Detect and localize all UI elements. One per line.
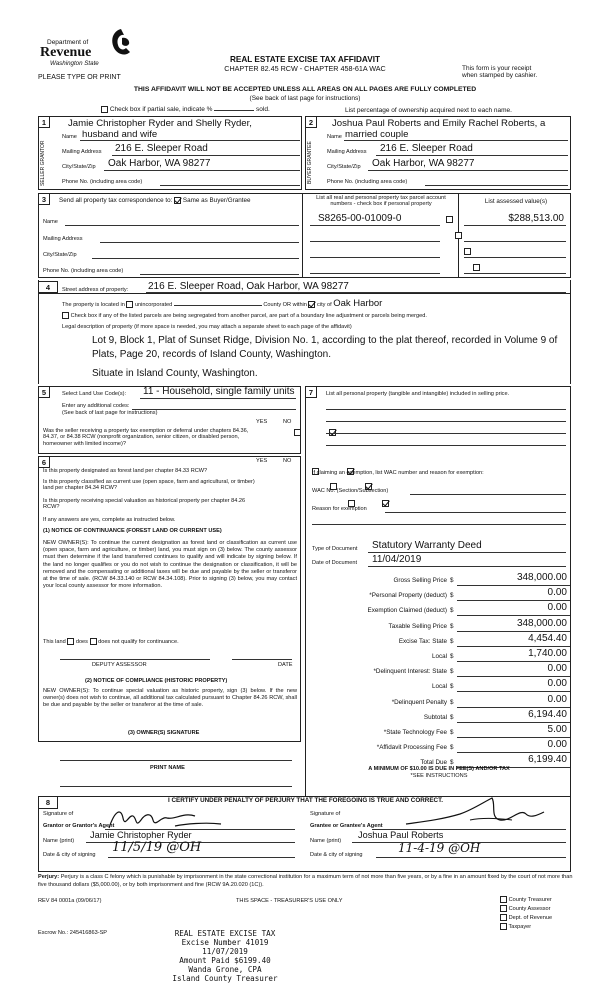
fee-value[interactable]: 5.00 bbox=[547, 724, 567, 735]
parcel-3-personal-checkbox[interactable] bbox=[464, 248, 471, 255]
certify-statement: I CERTIFY UNDER PENALTY OF PERJURY THAT THE FOREGOING IS TRUE AND CORRECT. bbox=[168, 797, 443, 804]
grantor-agent-label: Grantor or Grantor's Agent bbox=[43, 823, 115, 829]
dollar-sign: $ bbox=[450, 683, 454, 691]
s3-phone-label: Phone No. (including area code) bbox=[43, 268, 124, 274]
section-6-number: 6 bbox=[38, 456, 50, 468]
warning: THIS AFFIDAVIT WILL NOT BE ACCEPTED UNLESS ALL AREAS ON ALL PAGES ARE FULLY COMPLETED bbox=[133, 86, 477, 93]
fee-label: *Delinquent Interest: State bbox=[373, 668, 447, 676]
parcel-2-personal-checkbox[interactable] bbox=[455, 232, 462, 239]
see-instructions: *SEE INSTRUCTIONS bbox=[410, 773, 468, 779]
fee-row bbox=[310, 648, 570, 664]
section-8-number: 8 bbox=[38, 796, 58, 809]
segregated-row: Check box if any of the listed parcels are being segregated from another parcel, are part of a boundary line adjustment or parcels being merged. bbox=[62, 312, 562, 319]
dollar-sign: $ bbox=[450, 698, 454, 706]
fee-value[interactable]: 1,740.00 bbox=[528, 648, 567, 659]
s5-yes-checkbox[interactable] bbox=[294, 429, 301, 436]
s6-no: NO bbox=[283, 458, 292, 464]
fee-value[interactable]: 0.00 bbox=[547, 693, 567, 705]
grantee-date-label: Date & city of signing bbox=[310, 852, 363, 858]
dollar-sign: $ bbox=[450, 607, 454, 615]
deputy-assessor-label: DEPUTY ASSESSOR bbox=[92, 662, 147, 668]
send-correspondence: Send all property tax correspondence to: Same as Buyer/Grantee bbox=[59, 197, 251, 205]
fee-label: Exemption Claimed (deduct) bbox=[367, 607, 447, 615]
fee-value[interactable]: 0.00 bbox=[547, 678, 567, 690]
fee-label: Gross Selling Price bbox=[393, 577, 447, 584]
minimum-note: A MINIMUM OF $10.00 IS DUE IN FEE(S) AND/OR TAX bbox=[368, 766, 510, 772]
property-location: The property is located in unincorporated County OR within city of Oak Harbor bbox=[62, 298, 383, 309]
dept-big: Revenue bbox=[40, 45, 92, 60]
section-2-number: 2 bbox=[305, 116, 317, 128]
partial-sale-checkbox[interactable] bbox=[101, 106, 108, 113]
fee-value[interactable]: 0.00 bbox=[547, 739, 567, 751]
date-label: DATE bbox=[278, 662, 293, 668]
perjury-statement: Perjury: Perjury is a class C felony which is punishable by imprisonment in the state correctional institution for a maximum term of not more than five years, or by a fine in an amount fixed by the court of not more than five thousand dollars ($5,000.00), or by both imprisonment and fine (RCW 9A.20.020 (1C)). bbox=[38, 874, 573, 888]
grantee-sig-of: Signature of bbox=[310, 811, 341, 817]
section-4-number: 4 bbox=[38, 281, 58, 293]
print-name-label: PRINT NAME bbox=[150, 765, 185, 771]
assessed-header: List assessed value(s) bbox=[484, 198, 548, 205]
property-city[interactable]: Oak Harbor bbox=[333, 298, 383, 309]
dollar-sign: $ bbox=[450, 668, 454, 676]
fee-row bbox=[310, 618, 570, 634]
situate: Situate in Island County, Washington. bbox=[92, 368, 258, 379]
fee-row bbox=[310, 602, 570, 618]
buyer-phone-label: Phone No. (including area code) bbox=[327, 179, 408, 185]
seller-mailing[interactable]: 216 E. Sleeper Road bbox=[115, 143, 208, 154]
fee-row bbox=[310, 724, 570, 740]
s6-yes: YES bbox=[256, 458, 268, 464]
section-3-number: 3 bbox=[38, 193, 50, 205]
form-title: REAL ESTATE EXCISE TAX AFFIDAVIT bbox=[230, 55, 380, 64]
fee-row bbox=[310, 572, 570, 588]
fee-label: *Delinquent Penalty bbox=[391, 698, 447, 706]
copy-taxpayer: Taxpayer bbox=[500, 923, 552, 932]
legal-description: Lot 9, Block 1, Plat of Sunset Ridge, Division No. 1, according to the plat thereof, recorded in Volume 9 of Plats, Page 20, records of Island County, Washington. bbox=[92, 335, 558, 360]
segregated-checkbox[interactable] bbox=[62, 312, 69, 319]
land-use-label: Select Land Use Code(s): bbox=[62, 391, 127, 397]
escrow-row: Escrow No.: 245416863-SP bbox=[38, 930, 108, 936]
seller-exemption-question: Was the seller receiving a property tax exemption or deferral under chapters 84.36, 84.37, or 84.38 RCW (nonprofit organization, senior citizen, or disabled person, homeowner with limited income)? bbox=[43, 428, 249, 447]
continuance-row: This land does does not qualify for continuance. bbox=[43, 638, 179, 645]
seller-name-label: Name bbox=[62, 134, 77, 140]
fee-value[interactable]: 0.00 bbox=[547, 663, 567, 675]
seller-city-label: City/State/Zip bbox=[62, 164, 96, 170]
section-7-number: 7 bbox=[305, 386, 317, 398]
doc-date-label: Date of Document bbox=[312, 560, 358, 566]
fee-row bbox=[310, 709, 570, 725]
fee-label: Local bbox=[431, 683, 447, 691]
treasurer-use: THIS SPACE - TREASURER'S USE ONLY bbox=[236, 898, 343, 904]
buyer-city-label: City/State/Zip bbox=[327, 164, 361, 170]
dollar-sign: $ bbox=[450, 729, 454, 736]
treasurer-stamp bbox=[160, 929, 290, 983]
section-5-number: 5 bbox=[38, 386, 50, 398]
s3-name-label: Name bbox=[43, 219, 58, 225]
doc-type[interactable]: Statutory Warranty Deed bbox=[372, 540, 482, 551]
stamp-line-3: 11/07/2019 bbox=[202, 947, 248, 956]
fee-row bbox=[310, 633, 570, 649]
wac-label: WAC No. (Section/Subsection) bbox=[312, 488, 389, 494]
fee-row bbox=[310, 663, 570, 679]
fee-label: Taxable Selling Price bbox=[388, 622, 447, 630]
grantor-name-label: Name (print) bbox=[43, 838, 75, 844]
partial-sale: Check box if partial sale, indicate % sold. bbox=[101, 106, 270, 114]
assessed-value[interactable]: $288,513.00 bbox=[508, 213, 564, 224]
historic-question: Is this property receiving special valuation as historical property per chapter 84.26 RCW? bbox=[43, 498, 246, 511]
dollar-sign: $ bbox=[450, 637, 454, 645]
ownership-pct-note: List percentage of ownership acquired next to each name. bbox=[345, 107, 512, 114]
grantor-date-label: Date & city of signing bbox=[43, 852, 96, 858]
stamp-line-4: Amount Paid $6199.40 bbox=[179, 956, 271, 965]
see-back: (See back of last page for instructions) bbox=[249, 95, 361, 102]
owner-signature-label: (3) OWNER(S) SIGNATURE bbox=[128, 730, 200, 736]
land-use-code[interactable]: 11 - Household, single family units bbox=[143, 386, 295, 397]
parcel-4-personal-checkbox[interactable] bbox=[473, 264, 480, 271]
grantee-name[interactable]: Joshua Paul Roberts bbox=[358, 830, 444, 840]
does-checkbox[interactable] bbox=[67, 638, 74, 645]
fee-value[interactable]: 4,454.40 bbox=[528, 632, 567, 644]
dollar-sign: $ bbox=[450, 759, 454, 767]
dollar-sign: $ bbox=[450, 577, 454, 584]
copy-distribution bbox=[500, 896, 552, 932]
s3-city-label: City/State/Zip bbox=[43, 252, 77, 258]
stamp-line-5: Wanda Grone, CPA bbox=[188, 965, 262, 974]
fee-value[interactable]: 6,194.40 bbox=[528, 708, 567, 720]
same-as-buyer-checkbox[interactable] bbox=[174, 197, 181, 204]
fee-value[interactable]: 348,000.00 bbox=[516, 572, 567, 583]
dollar-sign: $ bbox=[450, 653, 454, 660]
dor-logo bbox=[38, 28, 138, 72]
grantee-agent-label: Grantee or Grantee's Agent bbox=[310, 823, 383, 829]
fee-value[interactable]: 348,000.00 bbox=[516, 617, 567, 629]
grantor-date[interactable]: 11/5/19 @OH bbox=[112, 840, 202, 855]
parcel-header: List all real and personal property tax parcel account numbers - check box if personal property bbox=[316, 195, 446, 208]
fee-row bbox=[310, 587, 570, 603]
fee-row bbox=[310, 694, 570, 710]
if-yes-note: If any answers are yes, complete as instructed below. bbox=[43, 517, 176, 523]
buyer-city[interactable]: Oak Harbor, WA 98277 bbox=[372, 158, 475, 169]
s3-mailing-label: Mailing Address bbox=[43, 236, 83, 242]
dor-logo-icon bbox=[108, 28, 134, 58]
fee-label: *Affidavit Processing Fee bbox=[376, 744, 447, 752]
grantee-name-label: Name (print) bbox=[310, 838, 342, 844]
seller-mailing-label: Mailing Address bbox=[62, 149, 102, 155]
receipt-note: This form is your receipt when stamped by cashier. bbox=[462, 65, 538, 80]
rev-number: REV 84 0001a (09/06/17) bbox=[38, 898, 102, 904]
buyer-side-label: BUYER GRANTEE bbox=[307, 141, 313, 185]
grantee-signature-icon bbox=[400, 794, 550, 830]
buyer-name-label: Name bbox=[327, 134, 342, 140]
parcel-1-personal-checkbox[interactable] bbox=[446, 216, 453, 223]
current-use-question: Is this property classified as current use (open space, farm and agricultural, or timber) land per chapter 84.34 RCW? bbox=[43, 479, 255, 492]
dollar-sign: $ bbox=[450, 622, 454, 630]
dollar-sign: $ bbox=[450, 744, 454, 752]
dept-state: Washington State bbox=[50, 60, 99, 67]
notice2-title: (2) NOTICE OF COMPLIANCE (HISTORIC PROPERTY) bbox=[85, 678, 228, 684]
notice2-text: NEW OWNER(S): To continue special valuation as historic property, sign (3) below. If the new owner(s) does not wish to continue, all additional tax calculated pursuant to Chapter 84.26 RCW, shall be due and payable by the seller or transferor at the time of sale. bbox=[43, 688, 297, 709]
dept-small: Department of bbox=[47, 39, 89, 46]
does-not-checkbox[interactable] bbox=[90, 638, 97, 645]
fee-label: Total Due bbox=[420, 759, 447, 767]
fee-label: *State Technology Fee bbox=[383, 729, 447, 736]
please-type: PLEASE TYPE OR PRINT bbox=[38, 74, 121, 81]
stamp-line-2: Excise Number 41019 bbox=[181, 938, 269, 947]
s5-no: NO bbox=[283, 419, 292, 425]
copy-county-treasurer: County Treasurer bbox=[500, 896, 552, 905]
notice1-text: NEW OWNER(S): To continue the current designation as forest land or classification as current use (open space, farm and agriculture, or timber) land, you must sign on (3) below. The county assessor must then determine if the land transferred continues to qualify and will indicate by signing below. If the land no longer qualifies or you do not wish to continue the designation or classification, it will be removed and the compensating or additional taxes will be due and payable by the seller or transferor at the time of sale. (RCW 84.33.140 or RCW 84.34.108). Prior to signing (3) below, you may contact your local county assessor for more information. bbox=[43, 540, 297, 590]
dollar-sign: $ bbox=[450, 592, 454, 600]
enter-codes: Enter any additional codes: bbox=[62, 403, 130, 409]
reason-label: Reason for exemption bbox=[312, 506, 367, 512]
buyer-name-line1: Joshua Paul Roberts and Emily Rachel Roberts, a bbox=[332, 118, 546, 129]
doc-type-label: Type of Document bbox=[312, 546, 358, 552]
street-label: Street address of property: bbox=[62, 287, 129, 293]
fee-label: Local bbox=[431, 653, 447, 660]
exemption-claim-label: If claiming an exemption, list WAC number and reason for exemption: bbox=[312, 470, 484, 476]
copy-county-assessor: County Assessor bbox=[500, 905, 552, 914]
grantor-sig-of: Signature of bbox=[43, 811, 74, 817]
section-1-number: 1 bbox=[38, 116, 50, 128]
fee-label: *Personal Property (deduct) bbox=[369, 592, 447, 600]
seller-name-line2[interactable]: husband and wife bbox=[82, 129, 158, 140]
stamp-line-6: Island County Treasurer bbox=[172, 974, 278, 983]
fee-label: Excise Tax: State bbox=[398, 637, 447, 645]
street-address[interactable]: 216 E. Sleeper Road, Oak Harbor, WA 98277 bbox=[148, 281, 349, 292]
fee-label: Subtotal bbox=[423, 713, 447, 721]
fee-value[interactable]: 6,199.40 bbox=[528, 754, 567, 766]
grantor-name[interactable]: Jamie Christopher Ryder bbox=[90, 830, 192, 840]
fee-value[interactable]: 0.00 bbox=[547, 602, 567, 614]
seller-phone-label: Phone No. (including area code) bbox=[62, 179, 143, 185]
fee-row bbox=[310, 678, 570, 694]
doc-date[interactable]: 11/04/2019 bbox=[372, 554, 422, 565]
stamp-line-1: REAL ESTATE EXCISE TAX bbox=[174, 929, 276, 938]
form-chapter: CHAPTER 82.45 RCW - CHAPTER 458-61A WAC bbox=[224, 64, 386, 73]
seller-city[interactable]: Oak Harbor, WA 98277 bbox=[108, 158, 211, 169]
see-back-codes: (See back of last page for instructions) bbox=[62, 410, 158, 416]
unincorporated-checkbox[interactable] bbox=[126, 301, 133, 308]
buyer-name-line2[interactable]: married couple bbox=[345, 129, 409, 140]
buyer-mailing-label: Mailing Address bbox=[327, 149, 367, 155]
legal-label: Legal description of property (if more space is needed, you may attach a separate sheet to each page of the affidavit) bbox=[62, 324, 352, 330]
buyer-mailing[interactable]: 216 E. Sleeper Road bbox=[380, 143, 473, 154]
notice1-title: (1) NOTICE OF CONTINUANCE (FOREST LAND OR CURRENT USE) bbox=[43, 528, 222, 534]
seller-name-line1: Jamie Christopher Ryder and Shelly Ryder, bbox=[68, 118, 252, 129]
parcel-number[interactable]: S8265-00-01009-0 bbox=[318, 213, 402, 224]
fee-value[interactable]: 0.00 bbox=[547, 587, 567, 599]
forest-land-question: Is this property designated as forest land per chapter 84.33 RCW? bbox=[43, 468, 208, 474]
copy-dept-revenue: Dept. of Revenue bbox=[500, 914, 552, 923]
s5-yes: YES bbox=[256, 419, 268, 425]
seller-side-label: SELLER GRANTOR bbox=[40, 140, 46, 186]
dollar-sign: $ bbox=[450, 713, 454, 721]
grantee-date[interactable]: 11-4-19 @OH bbox=[398, 841, 481, 855]
fee-row bbox=[310, 739, 570, 755]
personal-property-label: List all personal property (tangible and intangible) included in selling price. bbox=[326, 391, 510, 397]
city-checkbox[interactable] bbox=[308, 301, 315, 308]
